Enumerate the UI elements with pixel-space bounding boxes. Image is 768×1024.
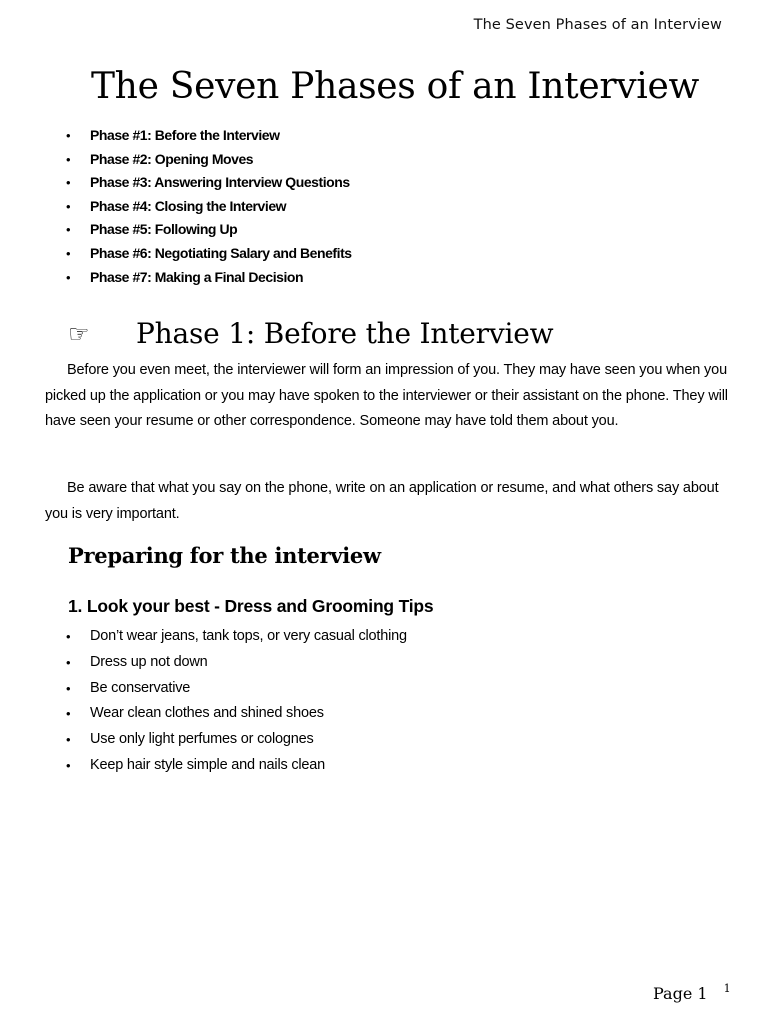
bullet-icon: •: [66, 151, 71, 167]
tip-item-text: Don’t wear jeans, tank tops, or very casual clothing: [90, 628, 407, 644]
tip-item-text: Use only light perfumes or colognes: [90, 731, 314, 748]
body-paragraph: Be aware that what you say on the phone, write on an application or resume, and what others say about you is very important.: [45, 480, 719, 522]
tip-list-item: [62, 753, 407, 779]
document-title: The Seven Phases of an Interview: [90, 66, 700, 107]
phase-list: [62, 124, 352, 289]
bullet-icon: •: [66, 680, 71, 696]
phase-item-text: Phase #3: Answering Interview Questions: [90, 174, 350, 191]
phase-list-item: [62, 171, 352, 195]
section-heading: [68, 316, 553, 352]
phase-item-text: Phase #7: Making a Final Decision: [90, 268, 304, 285]
page-superscript: 1: [723, 982, 731, 995]
phase-item-text: Phase #4: Closing the Interview: [90, 197, 287, 214]
bullet-icon: •: [66, 245, 71, 261]
phase-list-item: [62, 195, 352, 219]
bullet-icon: •: [66, 757, 71, 773]
running-header: The Seven Phases of an Interview: [473, 17, 722, 33]
bullet-icon: •: [66, 198, 71, 214]
page-number-label: Page 1: [653, 984, 708, 1003]
bullet-icon: •: [66, 654, 71, 670]
bullet-icon: •: [66, 222, 71, 238]
page-footer: [653, 984, 731, 1003]
bullet-icon: •: [66, 706, 71, 722]
tip-item-text: Wear clean clothes and shined shoes: [90, 705, 324, 722]
tip-list-item: [62, 624, 407, 650]
bullet-icon: •: [66, 128, 71, 143]
section-title: Phase 1: Before the Interview: [136, 317, 554, 350]
phase-list-item: [62, 148, 352, 172]
tip-item-text: Dress up not down: [90, 653, 208, 670]
pointing-hand-icon: ☞: [68, 320, 90, 348]
bullet-icon: •: [66, 175, 71, 191]
phase-list-item: [62, 266, 352, 290]
tip-heading: 1. Look your best - Dress and Grooming Tips: [68, 596, 434, 616]
tip-item-text: Be conservative: [90, 679, 191, 696]
phase-item-text: Phase #2: Opening Moves: [90, 150, 254, 167]
phase-item-text: Phase #5: Following Up: [90, 221, 238, 238]
bullet-icon: •: [66, 629, 71, 644]
tip-list-item: [62, 701, 407, 727]
tips-list: [62, 624, 407, 779]
subheading: Preparing for the interview: [68, 543, 381, 568]
phase-list-item: [62, 218, 352, 242]
tip-list-item: [62, 650, 407, 676]
phase-item-text: Phase #1: Before the Interview: [90, 127, 280, 143]
bullet-icon: •: [66, 269, 71, 285]
tip-item-text: Keep hair style simple and nails clean: [90, 756, 326, 773]
tip-list-item: [62, 727, 407, 753]
phase-list-item: [62, 242, 352, 266]
phase-item-text: Phase #6: Negotiating Salary and Benefits: [90, 244, 352, 261]
phase-list-item: [62, 124, 352, 148]
bullet-icon: •: [66, 732, 71, 748]
tip-list-item: [62, 676, 407, 702]
body-paragraph: Before you even meet, the interviewer will form an impression of you. They may have seen you when you picked up the application or you may have spoken to the interviewer or their assistant on the phone. They will have seen your resume or other correspondence. Someone may have told them about you.: [45, 362, 728, 430]
